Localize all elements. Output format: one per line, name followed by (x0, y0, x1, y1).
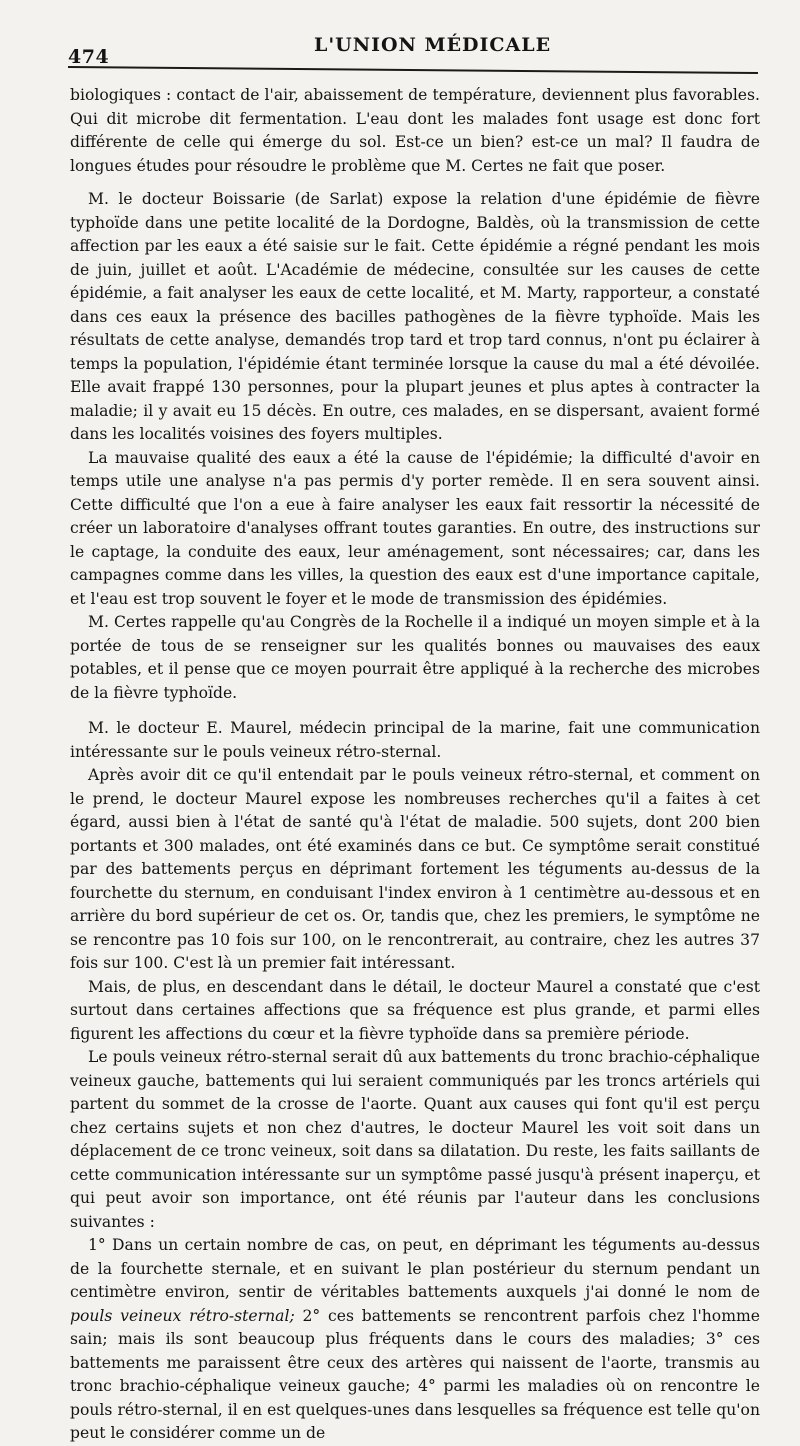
paragraph-3: La mauvaise qualité des eaux a été la cause de l'épidémie; la difficulté d'avoir en temps utile une analyse n'a pas permis d'y porter remède. Il en sera souvent ainsi. Cette difficulté que l'on a eue à faire analyser les eaux fait ressortir la nécessité de créer un laboratoire d'analyses offrant toutes garanties. En outre, des instructions sur le captage, la conduite des eaux, leur aménagement, sont nécessaires; car, dans les campagnes comme dans les villes, la question des eaux est d'une importance capitale, et l'eau est trop souvent le foyer et le mode de transmission des épidémies. (70, 448, 760, 608)
paragraph-4: M. Certes rappelle qu'au Congrès de la Rochelle il a indiqué un moyen simple et à la portée de tous de se renseigner sur les qualités bonnes ou mauvaises des eaux potables, et il pense que ce moyen pourrait être appliqué à la recherche des microbes de la fièvre typhoïde. (70, 613, 760, 702)
paragraph-2: M. le docteur Boissarie (de Sarlat) expose la relation d'une épidémie de fièvre typhoïde dans une petite localité de la Dordogne, Baldès, où la transmission de cette affection par les eaux a été saisie sur le fait. Cette épidémie a régné pendant les mois de juin, juillet et août. L'Académie de médecine, consultée sur les causes de cette épidémie, a fait analyser les eaux de cette localité, et M. Marty, rapporteur, a constaté dans ces eaux la présence des bacilles pathogènes de la fièvre typhoïde. Mais les résultats de cette analyse, demandés trop tard et trop tard connus, n'ont pu éclairer à temps la population, l'épidémie étant terminée lorsque la cause du mal a été dévoilée. Elle avait frappé 130 personnes, pour la plupart jeunes et plus aptes à contracter la maladie; il y avait eu 15 décès. En outre, ces malades, en se dispersant, avaient formé dans les localités voisines des foyers multiples. (70, 190, 760, 443)
page-header (68, 30, 762, 68)
paragraph-8: Le pouls veineux rétro-sternal serait dû aux battements du tronc brachio-céphalique veineux gauche, battements qui lui seraient communiqués par les troncs artériels qui partent du sommet de la crosse de l'aorte. Quant aux causes qui font qu'il est perçu chez certains sujets et non chez d'autres, le docteur Maurel les voit soit dans un déplacement de ce tronc veineux, soit dans sa dilatation. Du reste, les faits saillants de cette communication intéressante sur un symptôme passé jusqu'à présent inaperçu, et qui peut avoir son importance, ont été réunis par l'auteur dans les conclusions suivantes : (70, 1048, 760, 1231)
paragraph-5: M. le docteur E. Maurel, médecin principal de la marine, fait une communication intéressante sur le pouls veineux rétro-sternal. (70, 719, 760, 761)
paragraph-1: biologiques : contact de l'air, abaissement de température, deviennent plus favorables. Qui dit microbe dit fermentation. L'eau dont les malades font usage est donc fort différente de celle qui émerge du sol. Est-ce un bien? est-ce un mal? Il faudra de longues études pour résoudre le problème que M. Certes ne fait que poser. (70, 86, 760, 175)
conclusion-italic-term: pouls veineux rétro-sternal; (70, 1306, 295, 1325)
running-title: L'UNION MÉDICALE (314, 34, 552, 56)
paragraph-6: Après avoir dit ce qu'il entendait par le pouls veineux rétro-sternal, et comment on le prend, le docteur Maurel expose les nombreuses recherches qu'il a faites à cet égard, aussi bien à l'état de santé qu'à l'état de maladie. 500 sujets, dont 200 bien portants et 300 malades, ont été examinés dans ce but. Ce symptôme serait constitué par des battements perçus en déprimant fortement les téguments au-dessus de la fourchette du sternum, en conduisant l'index environ à 1 centimètre au-dessous et en arrière du bord supérieur de cet os. Or, tandis que, chez les premiers, le symptôme ne se rencontre pas 10 fois sur 100, on le rencontrerait, au contraire, chez les autres 37 fois sur 100. C'est là un premier fait intéressant. (70, 766, 760, 972)
paragraph-7: Mais, de plus, en descendant dans le détail, le docteur Maurel a constaté que c'est surtout dans certaines affections que sa fréquence est plus grande, et parmi elles figurent les affections du cœur et la fièvre typhoïde dans sa première période. (70, 977, 760, 1043)
conclusion-text-1: 1° Dans un certain nombre de cas, on peut, en déprimant les téguments au-dessus de la fourchette sternale, et en suivant le plan postérieur du sternum pendant un centimètre environ, sentir de véritables battements auxquels j'ai donné le nom de (70, 1236, 760, 1301)
page-number: 474 (68, 46, 110, 68)
header-rule (68, 66, 758, 74)
article-body (70, 84, 760, 1446)
conclusion-text-2: 2° ces battements se rencontrent parfois chez l'homme sain; mais ils sont beaucoup plus fréquents dans le cours des maladies; 3° ces battements me paraissent être ceux des artères qui naissent de l'aorte, transmis au tronc brachio-céphalique veineux gauche; 4° parmi les maladies où on rencontre le pouls rétro-sternal, il en est quelques-unes dans lesquelles sa fréquence est telle qu'on peut le considérer comme un de (70, 1306, 760, 1442)
